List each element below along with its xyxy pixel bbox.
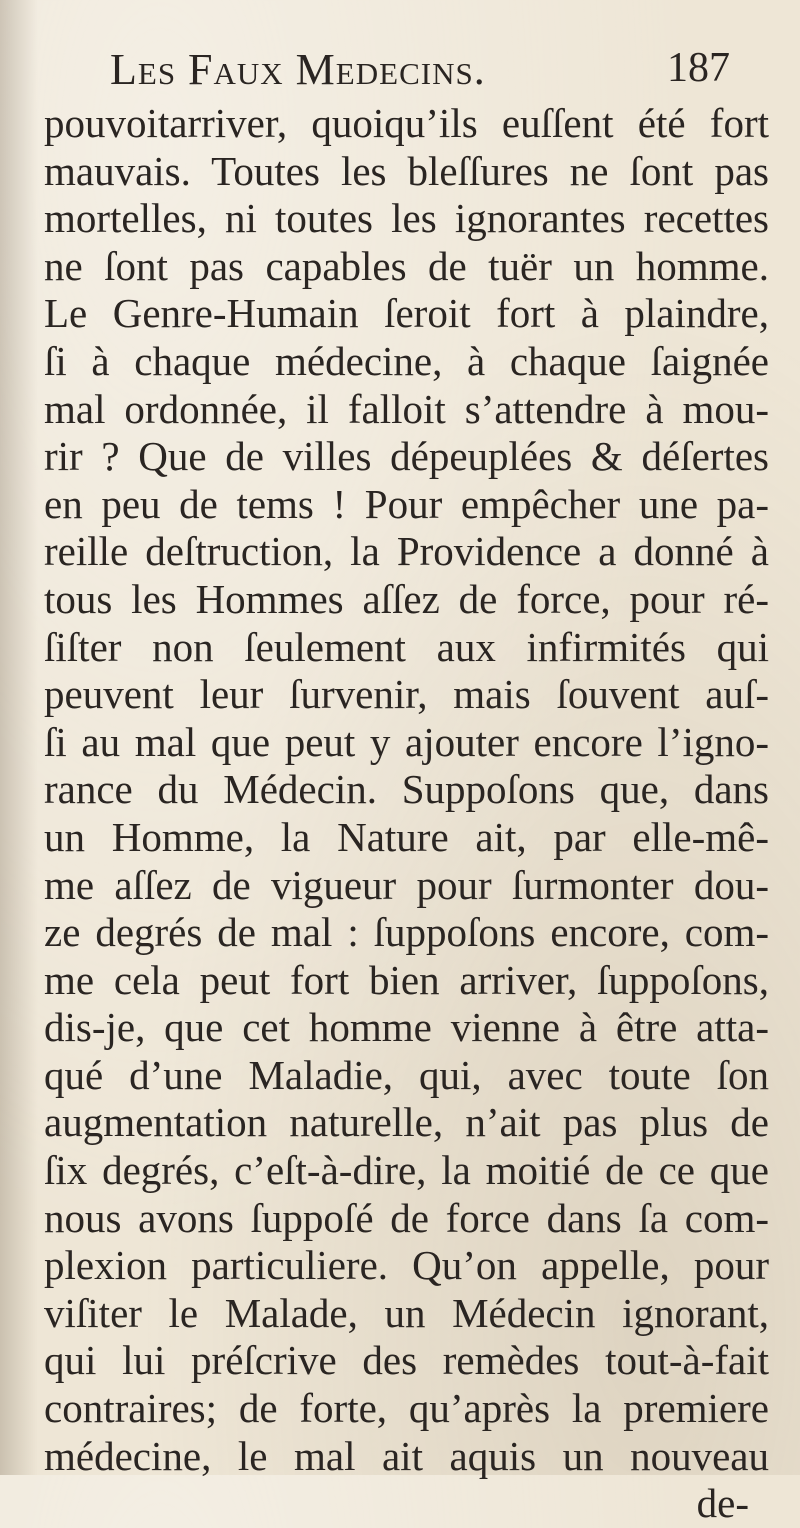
text-line: rir ? Que de villes dépeuplées & déſertes bbox=[44, 433, 769, 480]
text-line: peuvent leur ſurvenir, mais ſouvent auſ- bbox=[44, 671, 769, 718]
text-line: tous les Hommes aſſez de force, pour ré- bbox=[44, 575, 769, 622]
text-line: qui lui préſcrive des remèdes tout-à-fait bbox=[44, 1337, 769, 1384]
text-line: mauvais. Toutes les bleſſures ne ſont pas bbox=[44, 147, 769, 194]
text-line: mortelles, ni toutes les ignorantes recettes bbox=[44, 195, 769, 242]
text-line: reille deſtruction, la Providence a donné à bbox=[44, 528, 769, 575]
text-line: plexion particuliere. Qu’on appelle, pour bbox=[44, 1242, 769, 1289]
page-gutter-shadow bbox=[0, 0, 38, 1475]
text-line: ſi au mal que peut y ajouter encore l’igno- bbox=[44, 718, 769, 765]
text-line: qué d’une Maladie, qui, avec toute ſon bbox=[44, 1051, 769, 1098]
text-line: nous avons ſuppoſé de force dans ſa com- bbox=[44, 1194, 769, 1241]
text-line: Le Genre-Humain ſeroit fort à plaindre, bbox=[44, 290, 769, 337]
text-line: contraires; de forte, qu’après la premiere bbox=[44, 1385, 769, 1432]
text-line: ſi à chaque médecine, à chaque ſaignée bbox=[44, 337, 769, 384]
text-line: médecine, le mal ait aquis un nouveau bbox=[44, 1432, 769, 1479]
text-line: ze degrés de mal : ſuppoſons encore, com- bbox=[44, 909, 769, 956]
text-line: viſiter le Malade, un Médecin ignorant, bbox=[44, 1289, 769, 1336]
text-line: dis-je, que cet homme vienne à être atta- bbox=[44, 1004, 769, 1051]
text-line: mal ordonnée, il falloit s’attendre à mou- bbox=[44, 385, 769, 432]
text-line: me aſſez de vigueur pour ſurmonter dou- bbox=[44, 861, 769, 908]
catchword: de- bbox=[696, 1480, 749, 1527]
body-text bbox=[44, 100, 769, 1528]
page-header bbox=[110, 44, 730, 94]
text-line: ſix degrés, c’eſt-à-dire, la moitié de ce que bbox=[44, 1147, 769, 1194]
text-line: un Homme, la Nature ait, par elle-mê- bbox=[44, 813, 769, 860]
text-line: rance du Médecin. Suppoſons que, dans bbox=[44, 766, 769, 813]
running-head: Les Faux Medecins. bbox=[110, 45, 486, 94]
text-line: augmentation naturelle, n’ait pas plus de bbox=[44, 1099, 769, 1146]
text-line: me cela peut fort bien arriver, ſuppoſons, bbox=[44, 956, 769, 1003]
text-line: ſiſter non ſeulement aux infirmités qui bbox=[44, 623, 769, 670]
page-number: 187 bbox=[667, 45, 730, 91]
text-line: pouvoitarriver, quoiqu’ils euſſent été fort bbox=[44, 100, 769, 146]
text-line: en peu de tems ! Pour empêcher une pa- bbox=[44, 480, 769, 527]
text-line: ne ſont pas capables de tuër un homme. bbox=[44, 242, 769, 289]
